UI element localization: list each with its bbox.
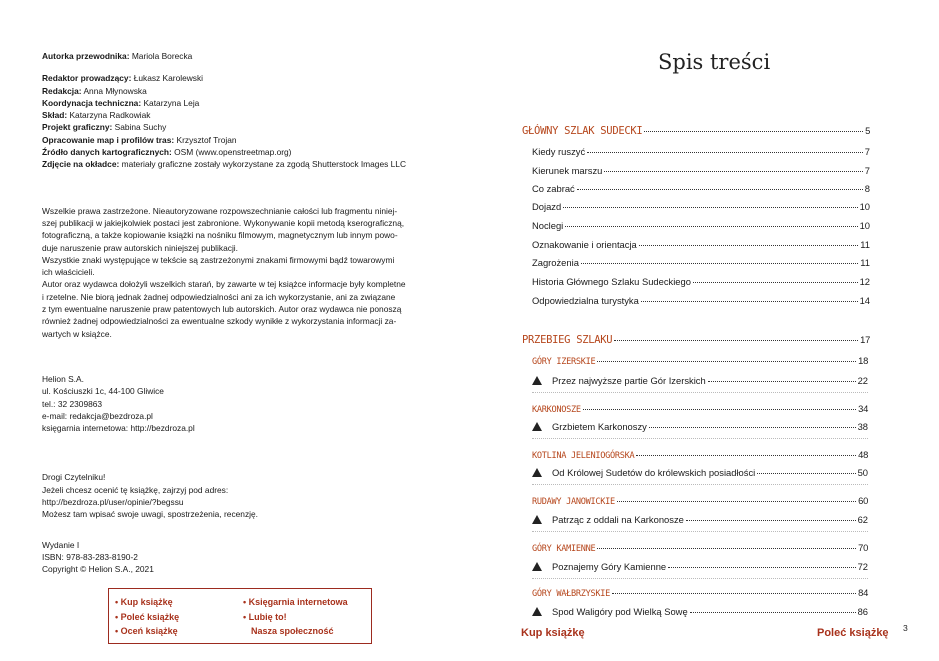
- recommend-book-footer-link[interactable]: Poleć książkę: [817, 627, 889, 639]
- recommend-book-link[interactable]: • Poleć książkę: [115, 611, 180, 622]
- toc-region[interactable]: KOTLINA JELENIOGÓRSKA 48: [532, 449, 868, 461]
- toc-region[interactable]: GÓRY KAMIENNE 70: [532, 542, 868, 554]
- toc-item[interactable]: Oznakowanie i orientacja 11: [532, 239, 870, 250]
- trail-triangle-icon: [532, 562, 542, 571]
- left-page: [42, 50, 462, 576]
- promo-column-right: [243, 595, 348, 639]
- toc-region[interactable]: GÓRY WAŁBRZYSKIE 84: [532, 587, 868, 599]
- toc-divider: [532, 438, 868, 439]
- toc-item[interactable]: Dojazd 10: [532, 201, 870, 212]
- reader-note: Drogi Czytelniku! Jeżeli chcesz ocenić tę książkę, zajrzyj pod adres: http://bezdroza.pl/user/opinie/?begssu Możesz tam wpisać swoje uwagi, spostrzeżenia, recenzję.: [42, 471, 462, 520]
- toc-divider: [532, 484, 868, 485]
- toc-section-route[interactable]: PRZEBIEG SZLAKU 17: [522, 334, 870, 346]
- toc-trail[interactable]: Od Królowej Sudetów do królewskich posiadłości 50: [532, 467, 868, 478]
- toc-trail[interactable]: Poznajemy Góry Kamienne 72: [532, 561, 868, 572]
- toc-item[interactable]: Co zabrać 8: [532, 183, 870, 194]
- trail-triangle-icon: [532, 468, 542, 477]
- credit-maps: Opracowanie map i profilów tras: Krzysztof Trojan: [42, 134, 237, 145]
- trail-triangle-icon: [532, 376, 542, 385]
- toc-region[interactable]: RUDAWY JANOWICKIE 60: [532, 495, 868, 507]
- credit-editor: Redaktor prowadzący: Łukasz Karolewski: [42, 73, 204, 84]
- toc-title: Spis treści: [658, 50, 771, 74]
- toc-item[interactable]: Noclegi 10: [532, 220, 870, 231]
- toc-trail[interactable]: Grzbietem Karkonoszy 38: [532, 421, 868, 432]
- edition-info: Wydanie I ISBN: 978-83-283-8190-2 Copyright © Helion S.A., 2021: [42, 539, 154, 575]
- credit-redaction: Redakcja: Anna Młynowska: [42, 85, 147, 96]
- online-bookstore-link[interactable]: • Księgarnia internetowa: [243, 597, 348, 607]
- legal-notice: Wszelkie prawa zastrzeżone. Nieautoryzowane rozpowszechnianie całości lub fragmentu niniej- szej publikacji w jakiejkolwiek postaci jest zabronione. Wykonywanie kopii metodą kserograficzną, fotograficzną, a także kopiowanie książki na nośniku filmowym, magnetycznym lub innym powo- duje naruszenie praw autorskich niniejszej publikacji. Wszystkie znaki występujące w tekście są zastrzeżonymi znakami firmowymi bądź towarowymi ich właścicieli. Autor oraz wydawca dołożyli wszelkich starań, by zawarte w tej książce informacje były kompletne i rzetelne. Nie biorą jednak żadnej odpowiedzialności ani za ich wykorzystanie, ani za związane z tym ewentualne naruszenie praw patentowych lub autorskich. Autor oraz wydawca nie ponoszą również żadnej odpowiedzialności za ewentualne szkody wynikłe z wykorzystania informacji za- wartych w książce.: [42, 205, 406, 339]
- credits: [42, 50, 462, 171]
- toc-region[interactable]: KARKONOSZE 34: [532, 403, 868, 415]
- credit-map-source: Źródło danych kartograficznych: OSM (www.openstreetmap.org): [42, 147, 292, 158]
- community-link[interactable]: Nasza społeczność: [251, 626, 334, 636]
- like-us-link[interactable]: • Lubię to!: [243, 611, 287, 622]
- toc-item[interactable]: Kiedy ruszyć 7: [532, 146, 870, 157]
- toc-trail[interactable]: Patrząc z oddali na Karkonosze 62: [532, 514, 868, 525]
- trail-triangle-icon: [532, 422, 542, 431]
- toc-trail[interactable]: Spod Waligóry pod Wielką Sowę 86: [532, 606, 868, 617]
- credit-cover-photo: Zdjęcie na okładce: materiały graficzne zostały wykorzystane za zgodą Shutterstock Images LLC: [42, 159, 407, 170]
- promo-column-left: [115, 595, 179, 639]
- trail-triangle-icon: [532, 607, 542, 616]
- promo-box: [108, 588, 372, 644]
- credit-coordination: Koordynacja techniczna: Katarzyna Leja: [42, 97, 200, 108]
- toc-divider: [532, 392, 868, 393]
- toc-item[interactable]: Zagrożenia 11: [532, 257, 870, 268]
- toc-item[interactable]: Odpowiedzialna turystyka 14: [532, 295, 870, 306]
- credit-typesetting: Skład: Katarzyna Radkowiak: [42, 110, 151, 121]
- trail-triangle-icon: [532, 515, 542, 524]
- toc-section-main-trail[interactable]: GŁÓWNY SZLAK SUDECKI 5: [522, 125, 870, 137]
- credit-design: Projekt graficzny: Sabina Suchy: [42, 122, 167, 133]
- toc-region[interactable]: GÓRY IZERSKIE 18: [532, 355, 868, 367]
- publisher-website: księgarnia internetowa: http://bezdroza.pl: [42, 423, 195, 434]
- buy-book-footer-link[interactable]: Kup książkę: [521, 627, 585, 639]
- toc-item[interactable]: Historia Głównego Szlaku Sudeckiego 12: [532, 276, 870, 287]
- credit-author: Autorka przewodnika: Mariola Borecka: [42, 51, 193, 61]
- toc-trail[interactable]: Przez najwyższe partie Gór Izerskich 22: [532, 375, 868, 386]
- toc-item[interactable]: Kierunek marszu 7: [532, 165, 870, 176]
- toc-divider: [532, 578, 868, 579]
- rate-book-link[interactable]: • Oceń książkę: [115, 626, 178, 636]
- page-number: 3: [903, 623, 908, 633]
- opinion-link: http://bezdroza.pl/user/opinie/?begssu: [42, 497, 184, 508]
- buy-book-link[interactable]: • Kup książkę: [115, 597, 173, 607]
- toc-divider: [532, 531, 868, 532]
- publisher-info: Helion S.A. ul. Kościuszki 1c, 44-100 Gliwice tel.: 32 2309863 e-mail: redakcja@bezdroza.pl księgarnia internetowa: http://bezdroza.pl: [42, 373, 462, 434]
- publisher-email: e-mail: redakcja@bezdroza.pl: [42, 410, 153, 421]
